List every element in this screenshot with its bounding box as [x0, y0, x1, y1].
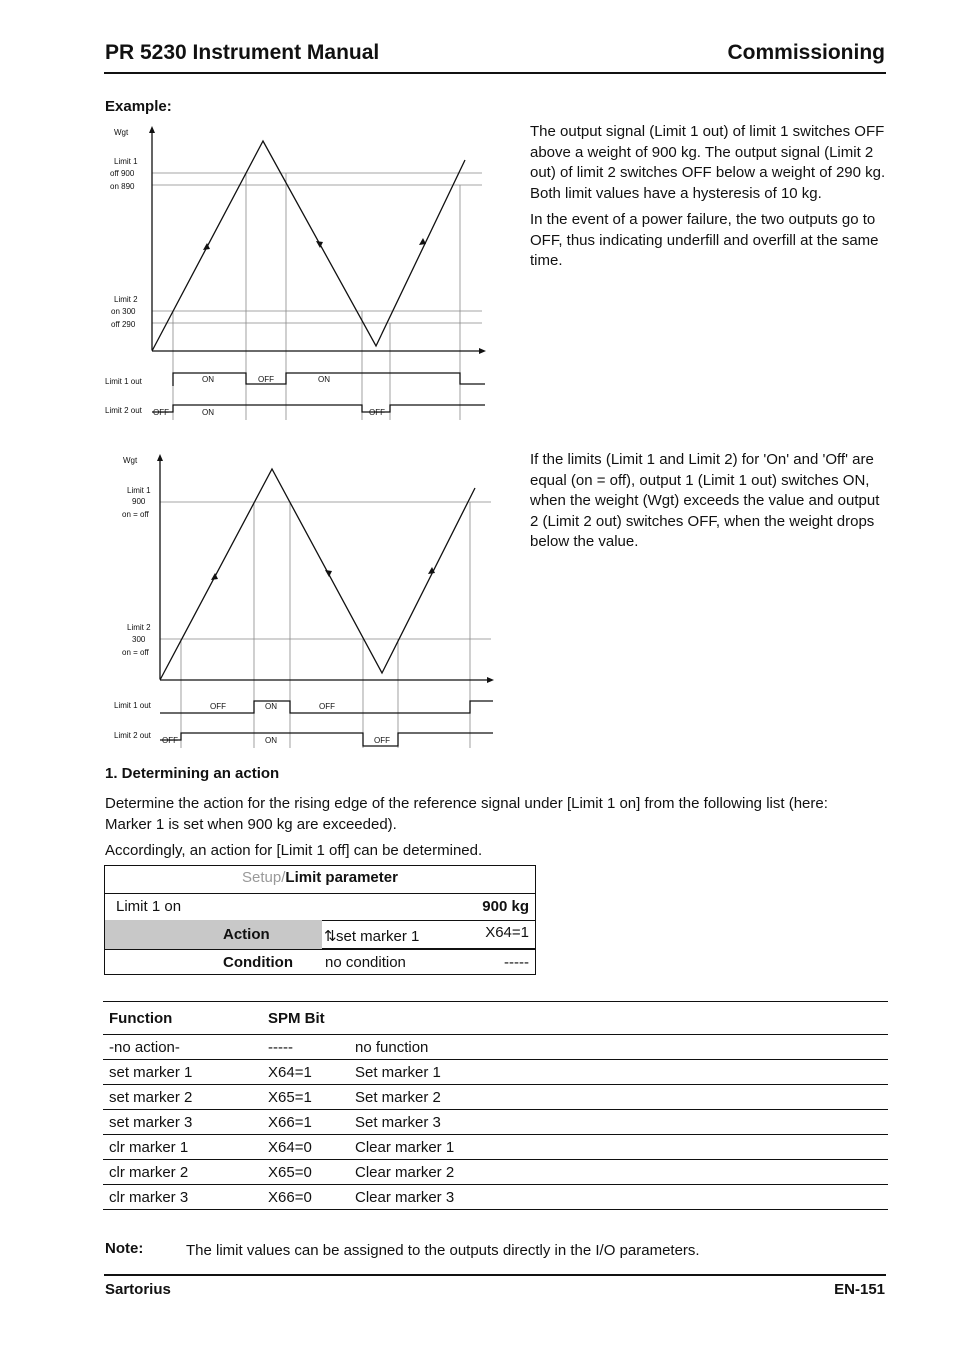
weight-curve: [152, 141, 465, 351]
svg-text:Limit 2: Limit 2: [114, 295, 138, 304]
table-row: clr marker 2 X65=0 Clear marker 2: [103, 1160, 888, 1185]
diagram1-description: The output signal (Limit 1 out) of limit 1 switches OFF above a weight of 900 kg. The output signal (Limit 2 out) of limit 2 switches OFF below a weight of 290 kg. Both limit values have a hysteresis of 10 kg. In the event of a power failure, the two outputs go to OFF, thus indicating underfill and overfill at the same time.: [530, 123, 886, 269]
svg-text:Limit 1: Limit 1: [127, 486, 151, 495]
condition-row[interactable]: Condition no condition -----: [105, 949, 535, 976]
svg-text:OFF: OFF: [258, 375, 274, 384]
svg-text:ON: ON: [265, 702, 277, 711]
svg-text:OFF: OFF: [319, 702, 335, 711]
section-body: Determine the action for the rising edge of the reference signal under [Limit 1 on] from the following list (here: Marker 1 is set when 900 kg are exceeded). Accordingly, an action for [Limit 1 off] can be determined.: [105, 795, 828, 859]
section-title: 1. Determining an action: [105, 765, 280, 782]
svg-text:ON: ON: [202, 375, 214, 384]
table-header: Function SPM Bit: [103, 1002, 888, 1035]
example-label: Example:: [105, 98, 172, 115]
svg-text:off 900: off 900: [110, 169, 135, 178]
table-row: clr marker 3 X66=0 Clear marker 3: [103, 1185, 888, 1210]
diagram2-description: If the limits (Limit 1 and Limit 2) for 'On' and 'Off' are equal (on = off), output 1 (Limit 1 out) switches ON, when the weight (Wgt) exceeds the value and output 2 (Limit 2 out) switches OFF, when the weight drops below the value.: [530, 451, 880, 550]
svg-text:ON: ON: [265, 736, 277, 745]
action-row[interactable]: Action ⇅ set marker 1 X64=1: [105, 920, 535, 949]
table-row: set marker 3 X66=1 Set marker 3: [103, 1110, 888, 1135]
svg-text:Limit 2 out: Limit 2 out: [114, 731, 151, 740]
svg-text:on 300: on 300: [111, 307, 136, 316]
header-section: Commissioning: [727, 41, 885, 64]
svg-text:Wgt: Wgt: [123, 456, 138, 465]
svg-text:Limit 2 out: Limit 2 out: [105, 406, 142, 415]
limit-parameter-box: [104, 865, 536, 975]
table-row: set marker 2 X65=1 Set marker 2: [103, 1085, 888, 1110]
header-title: PR 5230 Instrument Manual: [105, 41, 380, 64]
svg-text:ON: ON: [318, 375, 330, 384]
box-title: Setup/Limit parameter: [105, 866, 535, 894]
limit-diagram-2: [108, 450, 498, 750]
wgt-label: Wgt: [114, 128, 129, 137]
svg-text:ON: ON: [202, 408, 214, 417]
note-label: Note:: [105, 1240, 144, 1257]
svg-text:on = off: on = off: [122, 510, 149, 519]
svg-text:300: 300: [132, 635, 146, 644]
table-row: -no action- ----- no function: [103, 1035, 888, 1060]
page-number: EN-151: [834, 1281, 885, 1298]
limit1-on-row[interactable]: Limit 1 on 900 kg: [105, 893, 535, 921]
svg-text:OFF: OFF: [153, 408, 169, 417]
svg-text:OFF: OFF: [369, 408, 385, 417]
svg-text:Limit 1 out: Limit 1 out: [114, 701, 151, 710]
svg-text:on = off: on = off: [122, 648, 149, 657]
table-row: clr marker 1 X64=0 Clear marker 1: [103, 1135, 888, 1160]
svg-text:OFF: OFF: [374, 736, 390, 745]
header-rule: [104, 72, 886, 74]
svg-text:Limit 1 out: Limit 1 out: [105, 377, 142, 386]
table-row: set marker 1 X64=1 Set marker 1: [103, 1060, 888, 1085]
svg-text:Limit 2: Limit 2: [127, 623, 151, 632]
svg-text:OFF: OFF: [162, 736, 178, 745]
svg-text:Limit 1: Limit 1: [114, 157, 138, 166]
svg-text:on 890: on 890: [110, 182, 135, 191]
svg-text:OFF: OFF: [210, 702, 226, 711]
function-table: [103, 1001, 888, 1210]
svg-text:off 290: off 290: [111, 320, 136, 329]
note-text: The limit values can be assigned to the outputs directly in the I/O parameters.: [186, 1242, 700, 1259]
svg-text:900: 900: [132, 497, 146, 506]
limit-diagram-1: [100, 122, 490, 422]
footer-rule: [104, 1274, 886, 1276]
updown-icon: ⇅: [324, 928, 337, 945]
footer-brand: Sartorius: [105, 1281, 171, 1298]
